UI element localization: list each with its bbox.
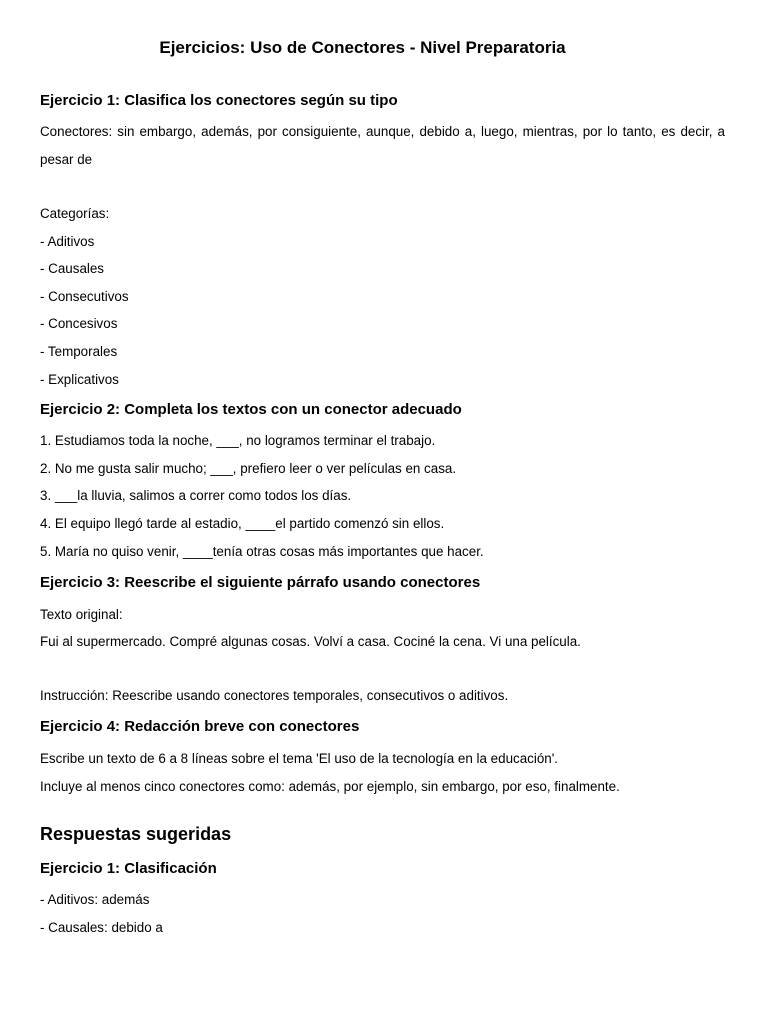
exercise-3-instruction: Instrucción: Reescribe usando conectores temporales, consecutivos o aditivos. (40, 688, 509, 703)
document-title: Ejercicios: Uso de Conectores - Nivel Preparatoria (159, 38, 566, 57)
category-item: - Temporales (40, 344, 118, 359)
exercise-1-categories-label: Categorías: (40, 206, 110, 221)
exercise-1-heading: Ejercicio 1: Clasifica los conectores según su tipo (40, 92, 398, 109)
answer-item: - Aditivos: además (40, 892, 150, 907)
exercise-2-item: 2. No me gusta salir mucho; ___, prefiero leer o ver películas en casa. (40, 461, 457, 476)
exercise-3-original-text: Fui al supermercado. Compré algunas cosas. Volví a casa. Cociné la cena. Vi una película. (40, 634, 581, 649)
exercise-1-connectors: Conectores: sin embargo, además, por consiguiente, aunque, debido a, luego, mientras, por lo tanto, es decir, a pesar de (40, 124, 725, 167)
answers-heading: Respuestas sugeridas (40, 824, 232, 844)
exercise-2-item: 4. El equipo llegó tarde al estadio, ____el partido comenzó sin ellos. (40, 516, 445, 531)
exercise-3-original-label: Texto original: (40, 607, 123, 622)
category-item: - Causales (40, 261, 105, 276)
exercise-2-item: 1. Estudiamos toda la noche, ___, no logramos terminar el trabajo. (40, 433, 436, 448)
answers-exercise-1-heading: Ejercicio 1: Clasificación (40, 860, 217, 877)
category-item: - Consecutivos (40, 289, 129, 304)
exercise-3-heading: Ejercicio 3: Reescribe el siguiente párrafo usando conectores (40, 574, 481, 591)
answer-item: - Causales: debido a (40, 920, 163, 935)
exercise-2-heading: Ejercicio 2: Completa los textos con un conector adecuado (40, 401, 462, 418)
exercise-2-item: 3. ___la lluvia, salimos a correr como todos los días. (40, 488, 352, 503)
category-item: - Explicativos (40, 372, 119, 387)
category-item: - Concesivos (40, 316, 118, 331)
exercise-4-line-1: Escribe un texto de 6 a 8 líneas sobre el tema 'El uso de la tecnología en la educación'. (40, 751, 559, 766)
exercise-2-item: 5. María no quiso venir, ____tenía otras cosas más importantes que hacer. (40, 544, 484, 559)
exercise-4-line-2: Incluye al menos cinco conectores como: además, por ejemplo, sin embargo, por eso, finalmente. (40, 779, 620, 794)
exercise-4-heading: Ejercicio 4: Redacción breve con conectores (40, 718, 360, 735)
category-item: - Aditivos (40, 234, 95, 249)
